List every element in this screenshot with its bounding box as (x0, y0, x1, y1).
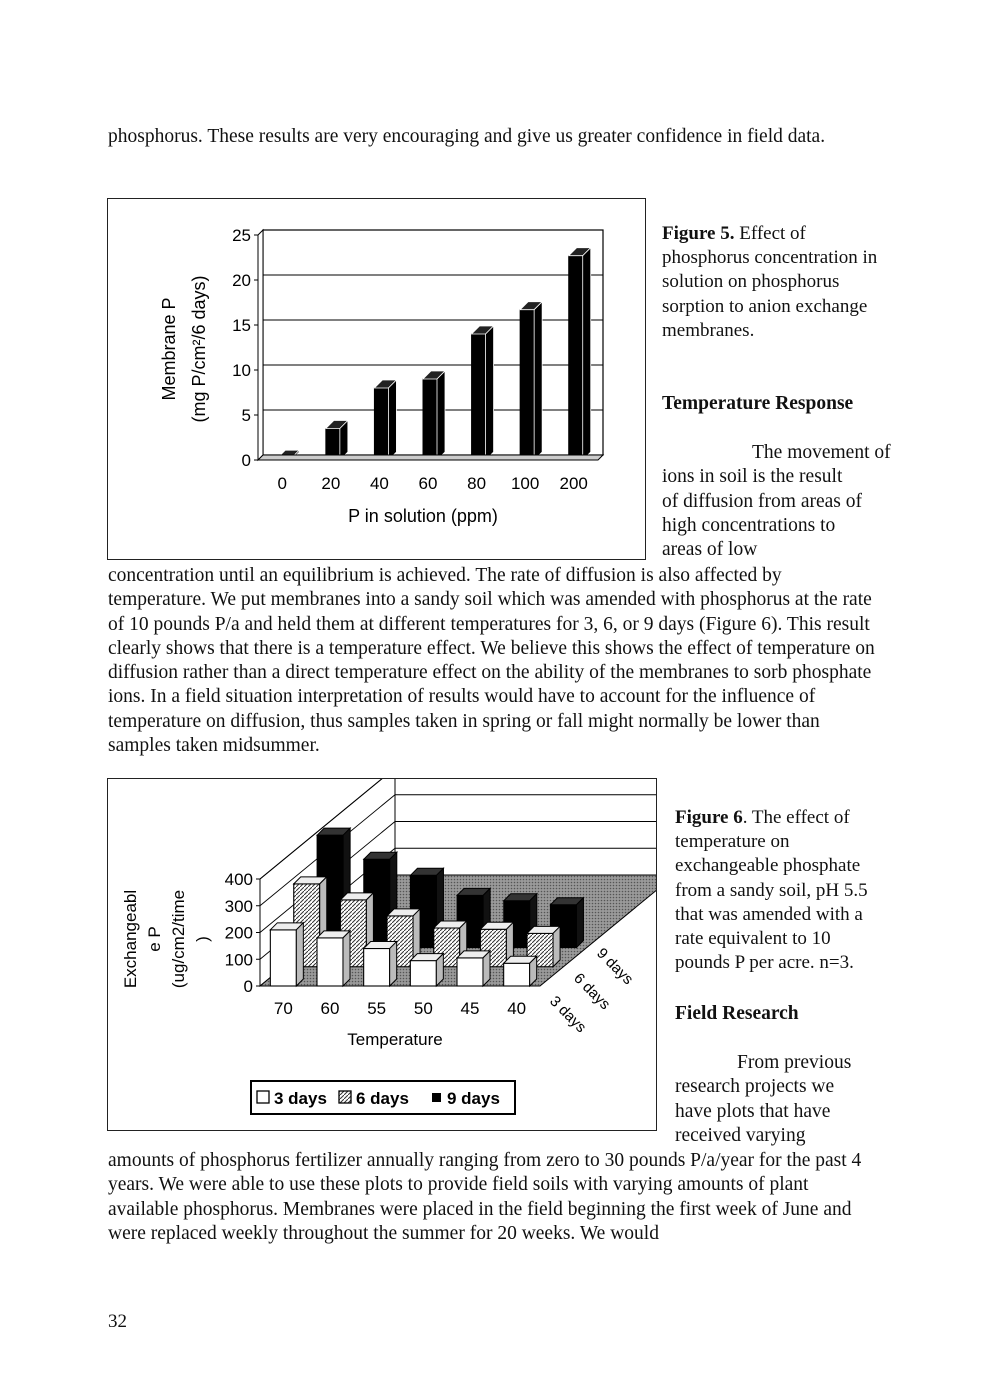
fig6-bar-side (343, 931, 350, 986)
fig5-ytick-label: 25 (232, 226, 251, 245)
fig5-ytick-label: 0 (241, 451, 251, 470)
fig6-bar-front (270, 930, 296, 986)
fig6-back-wall (395, 779, 656, 875)
legend-label-3-days: 3 days (274, 1089, 327, 1108)
legend-label-9-days: 9 days (447, 1089, 500, 1108)
fig6-xtick-label: 55 (367, 999, 387, 1018)
fig5-bar-front (423, 379, 437, 460)
fig5-ytick-label: 15 (232, 316, 251, 335)
fig5-bar-side (534, 302, 542, 460)
fig6-bar-3-days (410, 954, 443, 986)
top-paragraph: phosphorus. These results are very encouraging and give us greater confidence in field data. (108, 126, 826, 147)
fig5-xtick-label: 100 (510, 474, 540, 493)
fig6-bar-front (410, 961, 436, 986)
fig5-left-wall (258, 230, 263, 460)
fig5-xtick-label: 0 (277, 474, 288, 493)
fig5-xtick-label: 200 (559, 474, 588, 493)
figure-6-caption (675, 806, 890, 975)
fig6-bar-front (317, 938, 343, 986)
fig6-xtick-label: 60 (320, 999, 340, 1018)
legend-swatch-6-days (339, 1091, 351, 1103)
fig6-bar-side (390, 942, 397, 986)
fig5-floor (258, 455, 603, 460)
fig5-ytick-label: 5 (241, 406, 251, 425)
field-line-4: received varying (675, 1124, 806, 1146)
fig5-bar-side (583, 248, 591, 460)
fig6-y-label-3: (ug/cm2/time (169, 889, 188, 989)
figure-5-chart (108, 199, 645, 559)
fig5-bar (472, 326, 494, 460)
fig5-bar-front (374, 388, 388, 460)
fig6-y-label-4: ) (193, 936, 212, 942)
fig6-bar-3-days (504, 956, 537, 986)
figure-6-caption-label: Figure 6 (675, 807, 743, 828)
fig6-depth-label: 9 days (593, 944, 637, 989)
field-line-2: research projects we (675, 1076, 835, 1098)
page-number: 32 (108, 1311, 127, 1332)
fig5-xtick-label: 80 (467, 474, 487, 493)
fig5-bar (520, 302, 542, 460)
fig5-ytick-label: 10 (232, 361, 251, 380)
fig6-ytick-label: 100 (224, 950, 253, 970)
field-paragraph: amounts of phosphorus fertilizer annually ranging from zero to 30 pounds P/a/year for the past 4 years. We were able to use these plots to provide field soils with varying amounts of plant available phosphorus. Membranes were placed in the field beginning the first week of June and were replaced weekly throughout the summer for 20 weeks. We would (108, 1150, 862, 1244)
fig6-bar-3-days (317, 931, 350, 986)
fig6-bar-3-days (270, 923, 303, 986)
fig6-xtick-label: 40 (507, 999, 527, 1018)
fig5-y-label-1: Membrane P (159, 297, 179, 401)
fig5-bar-front (472, 334, 486, 460)
fig5-ytick-label: 20 (232, 271, 251, 290)
fig5-xtick-label: 60 (418, 474, 438, 493)
figure-5-caption-label: Figure 5. (662, 223, 735, 244)
fig5-bar-side (437, 371, 445, 460)
fig6-bar-3-days (457, 951, 490, 986)
fig6-ytick-label: 200 (224, 923, 253, 943)
fig6-xtick-label: 50 (413, 999, 433, 1018)
field-line-3: have plots that have (675, 1100, 831, 1122)
field-line-1: From previous (737, 1052, 852, 1073)
figure-5-caption-text: Effect of phosphorus concentration in solution on phosphorus sorption to anion exchange membranes. (662, 223, 878, 341)
fig6-bar-side (483, 951, 490, 986)
fig5-bar (374, 380, 396, 460)
temperature-line-2: ions in soil is the result (662, 466, 843, 488)
fig5-bar (423, 371, 445, 460)
fig5-bar-side (388, 380, 396, 460)
fig6-depth-label: 3 days (546, 992, 590, 1037)
fig5-x-label: P in solution (ppm) (348, 506, 498, 526)
figure-5-caption (662, 222, 887, 343)
temperature-paragraph: concentration until an equilibrium is achieved. The rate of diffusion is also affected by temperature. We put membranes into a sandy soil which was amended with phosphorus at the rate of 10 pounds P/a and held them at different temperatures for 3, 6, or 9 days (Figure 6). This result clearly shows that there is a temperature effect. We believe this shows the effect of temperature on diffusion rather than a direct temperature effect on the ability of the membranes to sorb phosphate ions. In a field situation interpretation of results would have to account for the influence of temperature on diffusion, thus samples taken in spring or fall might normally be lower than samples taken midsummer. (108, 565, 875, 757)
figure-5-box (107, 198, 646, 560)
temperature-heading: Temperature Response (662, 393, 854, 414)
fig5-bar-side (486, 326, 494, 460)
fig6-bar-front (504, 963, 530, 986)
fig6-bar-side (553, 926, 560, 966)
legend-swatch-3-days (257, 1091, 269, 1103)
fig5-y-label-2: (mg P/cm²/6 days) (189, 275, 209, 423)
fig5-xtick-label: 40 (369, 474, 389, 493)
field-para-lines (675, 1051, 905, 1148)
fig6-legend (251, 1081, 515, 1114)
temperature-line-3: of diffusion from areas of (662, 490, 862, 512)
fig6-bar-front (457, 958, 483, 986)
fig6-bar-side (576, 898, 583, 948)
temperature-line-5: areas of low (662, 539, 758, 561)
fig6-ytick-label: 0 (243, 977, 253, 996)
fig6-depth-label: 6 days (570, 969, 614, 1014)
fig5-xtick-label: 20 (321, 474, 341, 493)
fig6-xtick-label: 70 (273, 999, 293, 1018)
figure-6-box (107, 778, 657, 1131)
fig5-bar-front (520, 310, 534, 460)
fig6-x-label: Temperature (347, 1030, 443, 1049)
figure-6-chart (108, 779, 656, 1130)
fig6-ytick-label: 300 (224, 896, 253, 916)
temperature-line-4: high concentrations to (662, 514, 836, 536)
fig6-xtick-label: 45 (460, 999, 480, 1018)
figure-6-caption-text: . The effect of temperature on exchangeable phosphate from a sandy soil, pH 5.5 that was amended with a rate equivalent to 10 pounds P per acre. n=3. (675, 807, 868, 974)
fig6-bar-3-days (364, 942, 397, 986)
fig5-bar (326, 421, 348, 461)
fig6-y-label-2: e P (145, 926, 164, 952)
legend-label-6-days: 6 days (356, 1089, 409, 1108)
temperature-para-lines (662, 441, 902, 562)
field-heading: Field Research (675, 1003, 799, 1024)
fig6-bar-front (364, 949, 390, 986)
fig5-bar-front (569, 256, 583, 460)
legend-swatch-9-days (432, 1093, 441, 1102)
fig6-ytick-label: 400 (224, 870, 253, 889)
temperature-line-1: The movement of (752, 442, 891, 463)
fig6-y-label-1: Exchangeabl (121, 889, 140, 989)
fig5-bar (569, 248, 591, 460)
fig6-bar-side (296, 923, 303, 986)
